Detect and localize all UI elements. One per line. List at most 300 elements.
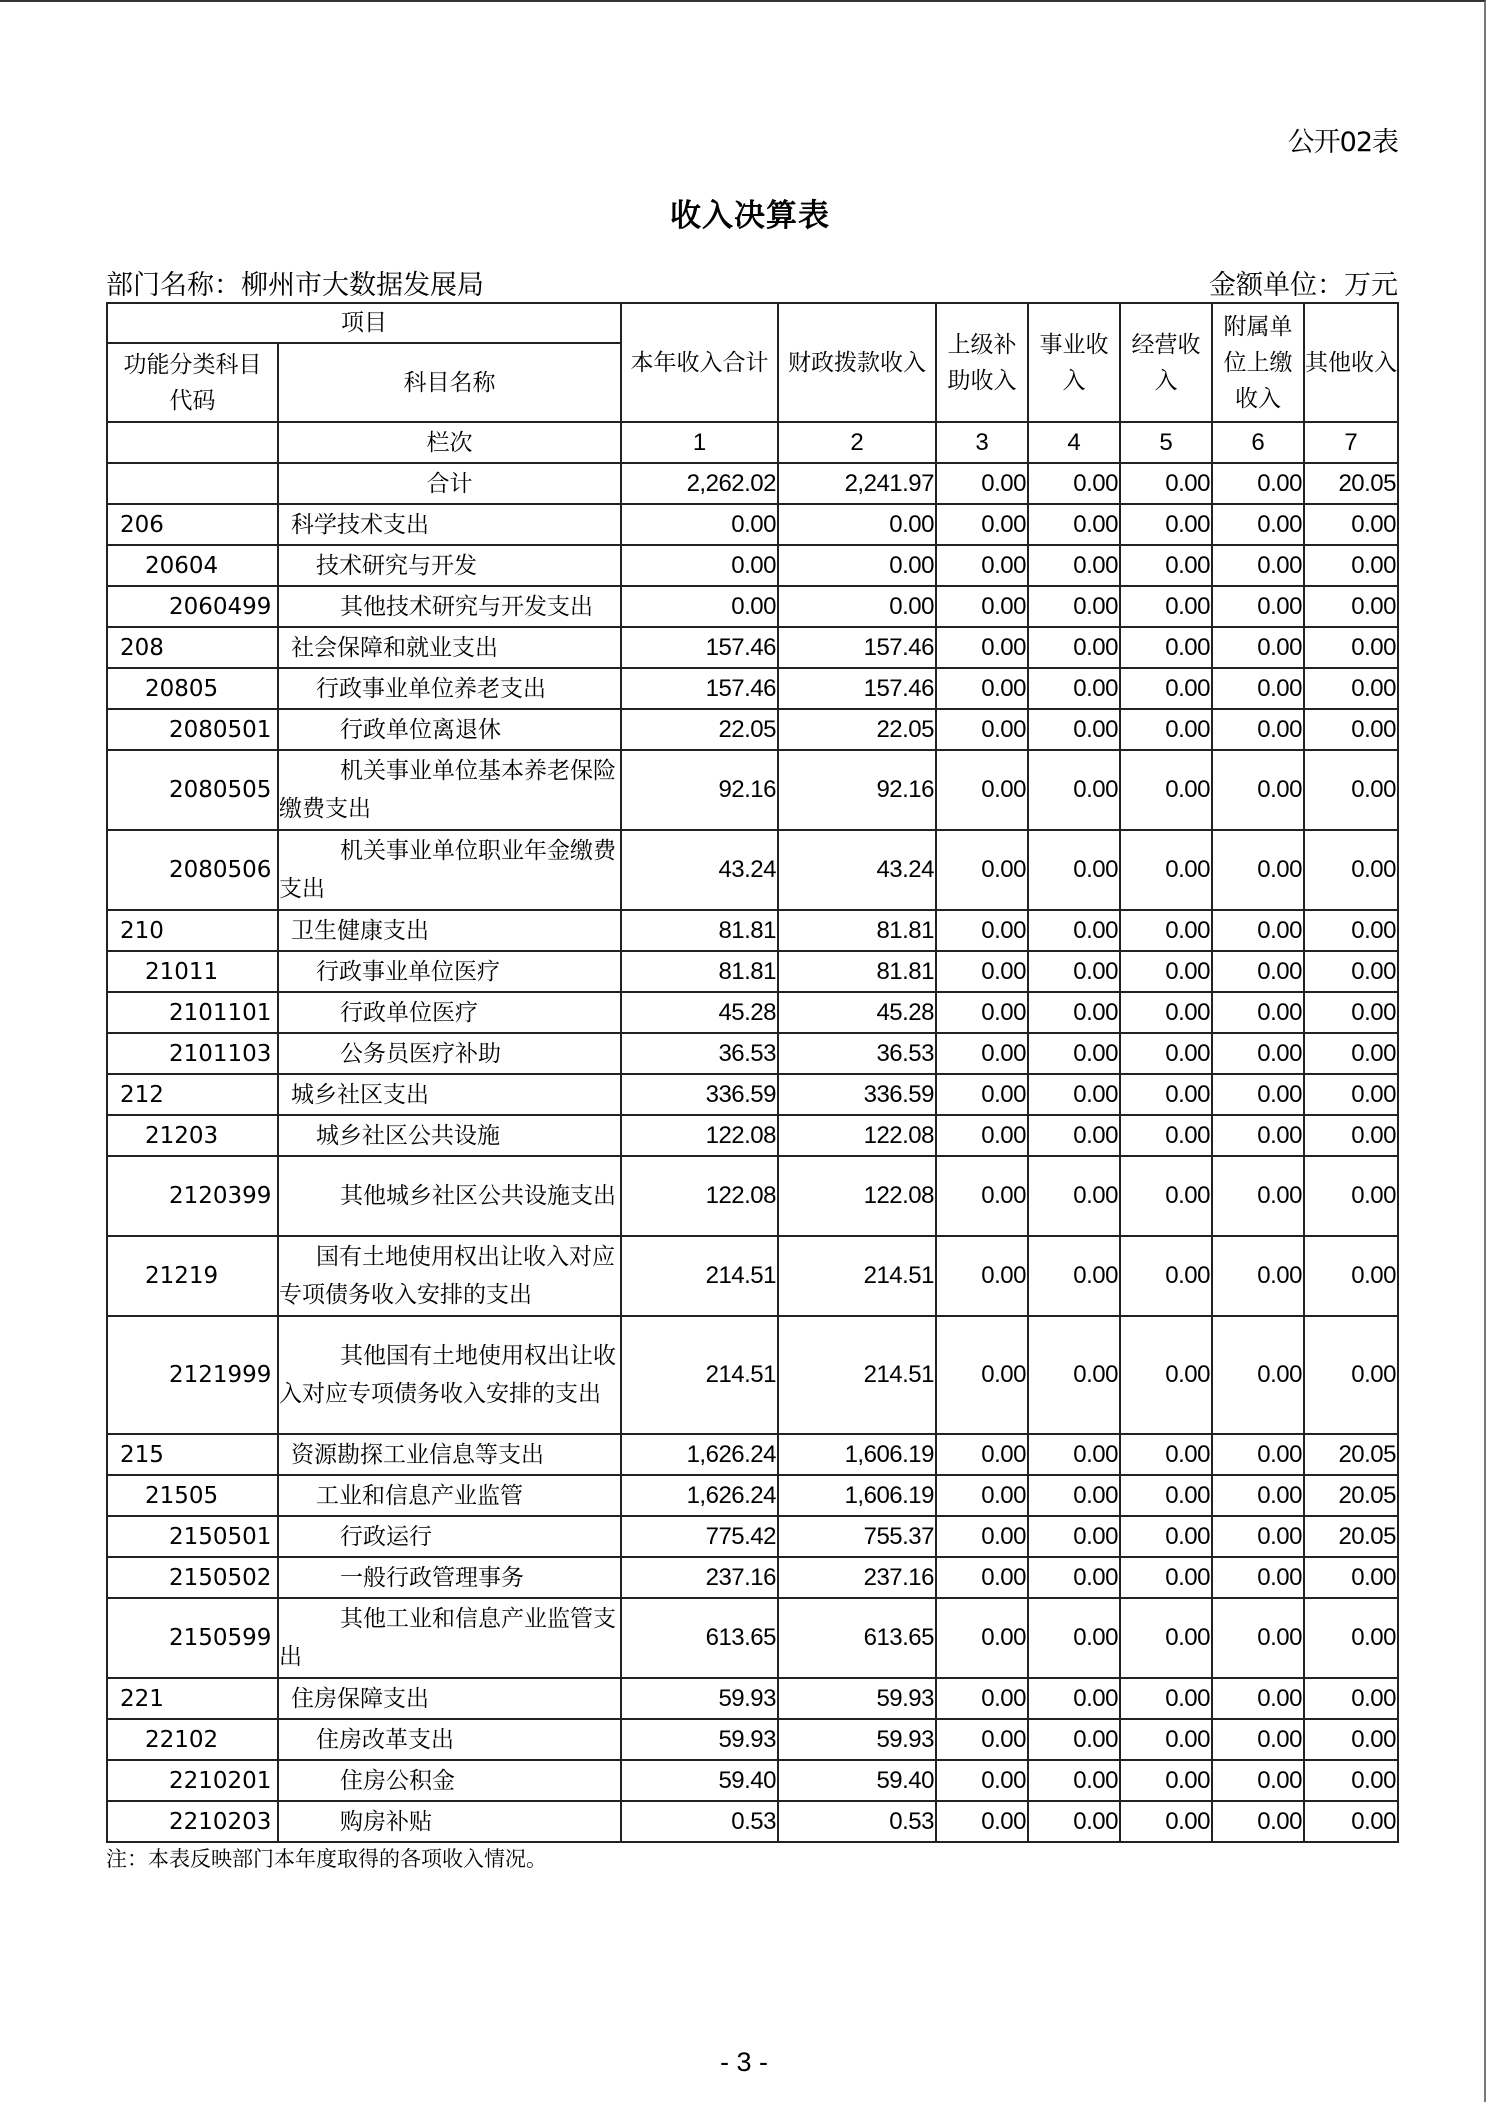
amount-col-5: 0.00	[1120, 463, 1212, 504]
amount-col-3: 0.00	[936, 1475, 1028, 1516]
amount-col-2: 43.24	[778, 830, 936, 910]
table-row	[107, 1074, 1398, 1115]
amount-col-4: 0.00	[1028, 1236, 1120, 1316]
subject-name: 其他国有土地使用权出让收入对应专项债务收入安排的支出	[278, 1316, 621, 1434]
subject-code: 2150599	[107, 1598, 278, 1678]
amount-col-5: 0.00	[1120, 586, 1212, 627]
amount-col-2: 81.81	[778, 910, 936, 951]
amount-col-7: 0.00	[1304, 668, 1398, 709]
amount-col-2: 0.00	[778, 545, 936, 586]
subject-code: 2150502	[107, 1557, 278, 1598]
amount-col-6: 0.00	[1212, 463, 1304, 504]
amount-col-6: 0.00	[1212, 1719, 1304, 1760]
amount-col-7: 0.00	[1304, 545, 1398, 586]
page-number: - 3 -	[719, 2047, 768, 2077]
amount-col-5: 0.00	[1120, 992, 1212, 1033]
table-row	[107, 1434, 1398, 1475]
amount-col-4: 0.00	[1028, 1074, 1120, 1115]
total-row	[107, 463, 1398, 504]
header-code: 功能分类科目代码	[107, 343, 278, 422]
subject-code: 2120399	[107, 1156, 278, 1236]
amount-col-7: 0.00	[1304, 627, 1398, 668]
amount-col-4: 0.00	[1028, 1156, 1120, 1236]
amount-col-4: 0.00	[1028, 627, 1120, 668]
amount-col-3: 0.00	[936, 504, 1028, 545]
subject-name: 合计	[278, 463, 621, 504]
subject-name: 工业和信息产业监管	[278, 1475, 621, 1516]
amount-col-3: 0.00	[936, 992, 1028, 1033]
table-row	[107, 1516, 1398, 1557]
subject-code: 2080501	[107, 709, 278, 750]
amount-col-6: 0.00	[1212, 992, 1304, 1033]
amount-col-7: 0.00	[1304, 992, 1398, 1033]
amount-col-4: 0.00	[1028, 1115, 1120, 1156]
amount-col-2: 214.51	[778, 1316, 936, 1434]
amount-col-2: 36.53	[778, 1033, 936, 1074]
amount-col-4: 0.00	[1028, 504, 1120, 545]
table-row	[107, 910, 1398, 951]
column-index-5: 5	[1120, 422, 1212, 463]
header-project: 项目	[107, 303, 621, 343]
amount-col-6: 0.00	[1212, 1598, 1304, 1678]
amount-col-4: 0.00	[1028, 586, 1120, 627]
column-index-1: 1	[621, 422, 778, 463]
amount-col-7: 20.05	[1304, 1434, 1398, 1475]
subject-name: 购房补贴	[278, 1801, 621, 1842]
amount-col-3: 0.00	[936, 1316, 1028, 1434]
subject-name: 住房保障支出	[278, 1678, 621, 1719]
amount-col-3: 0.00	[936, 463, 1028, 504]
subject-code: 2080506	[107, 830, 278, 910]
header-col-1: 本年收入合计	[621, 303, 778, 422]
amount-col-2: 1,606.19	[778, 1475, 936, 1516]
amount-col-1: 0.00	[621, 504, 778, 545]
amount-col-2: 214.51	[778, 1236, 936, 1316]
amount-col-6: 0.00	[1212, 910, 1304, 951]
subject-code: 2210203	[107, 1801, 278, 1842]
amount-col-3: 0.00	[936, 1236, 1028, 1316]
table-row	[107, 830, 1398, 910]
table-row	[107, 1557, 1398, 1598]
subject-name: 住房改革支出	[278, 1719, 621, 1760]
amount-col-6: 0.00	[1212, 545, 1304, 586]
amount-col-2: 22.05	[778, 709, 936, 750]
amount-col-2: 613.65	[778, 1598, 936, 1678]
subject-name: 社会保障和就业支出	[278, 627, 621, 668]
amount-col-6: 0.00	[1212, 1557, 1304, 1598]
table-row	[107, 586, 1398, 627]
amount-col-2: 1,606.19	[778, 1434, 936, 1475]
amount-col-3: 0.00	[936, 910, 1028, 951]
table-row	[107, 1033, 1398, 1074]
amount-col-2: 0.00	[778, 586, 936, 627]
amount-col-1: 43.24	[621, 830, 778, 910]
subject-name: 城乡社区支出	[278, 1074, 621, 1115]
amount-col-7: 0.00	[1304, 951, 1398, 992]
amount-col-4: 0.00	[1028, 1760, 1120, 1801]
subject-name: 其他技术研究与开发支出	[278, 586, 621, 627]
income-final-accounts-table	[106, 302, 1399, 1843]
header-col-3: 上级补助收入	[936, 303, 1028, 422]
amount-col-1: 1,626.24	[621, 1434, 778, 1475]
header-col-5: 经营收入	[1120, 303, 1212, 422]
amount-col-7: 0.00	[1304, 1598, 1398, 1678]
header-col-2: 财政拨款收入	[778, 303, 936, 422]
amount-col-3: 0.00	[936, 668, 1028, 709]
amount-col-4: 0.00	[1028, 1516, 1120, 1557]
amount-col-3: 0.00	[936, 1033, 1028, 1074]
amount-col-7: 0.00	[1304, 709, 1398, 750]
header-col-6: 附属单位上缴收入	[1212, 303, 1304, 422]
subject-name: 机关事业单位基本养老保险缴费支出	[278, 750, 621, 830]
amount-col-7: 0.00	[1304, 1156, 1398, 1236]
amount-col-7: 0.00	[1304, 1236, 1398, 1316]
amount-col-2: 2,241.97	[778, 463, 936, 504]
table-row	[107, 668, 1398, 709]
report-title: 收入决算表	[670, 198, 830, 234]
amount-col-5: 0.00	[1120, 709, 1212, 750]
amount-col-1: 59.40	[621, 1760, 778, 1801]
subject-code: 21011	[107, 951, 278, 992]
amount-col-6: 0.00	[1212, 1074, 1304, 1115]
amount-col-5: 0.00	[1120, 1760, 1212, 1801]
amount-col-5: 0.00	[1120, 1236, 1212, 1316]
amount-col-5: 0.00	[1120, 1801, 1212, 1842]
amount-col-3: 0.00	[936, 586, 1028, 627]
amount-col-3: 0.00	[936, 709, 1028, 750]
amount-col-3: 0.00	[936, 627, 1028, 668]
header-col-4: 事业收入	[1028, 303, 1120, 422]
amount-col-1: 81.81	[621, 910, 778, 951]
amount-col-7: 0.00	[1304, 750, 1398, 830]
amount-col-5: 0.00	[1120, 1516, 1212, 1557]
subject-code: 212	[107, 1074, 278, 1115]
amount-col-7: 0.00	[1304, 1801, 1398, 1842]
subject-name: 行政单位医疗	[278, 992, 621, 1033]
amount-col-2: 45.28	[778, 992, 936, 1033]
column-index-row	[107, 422, 1398, 463]
amount-col-2: 237.16	[778, 1557, 936, 1598]
column-index-4: 4	[1028, 422, 1120, 463]
subject-name: 城乡社区公共设施	[278, 1115, 621, 1156]
table-row	[107, 992, 1398, 1033]
table-row	[107, 504, 1398, 545]
table-row	[107, 1760, 1398, 1801]
amount-col-7: 0.00	[1304, 830, 1398, 910]
amount-col-4: 0.00	[1028, 1475, 1120, 1516]
amount-col-1: 22.05	[621, 709, 778, 750]
amount-col-1: 122.08	[621, 1156, 778, 1236]
header-col-7: 其他收入	[1304, 303, 1398, 422]
amount-col-4: 0.00	[1028, 1598, 1120, 1678]
subject-code: 20805	[107, 668, 278, 709]
amount-col-4: 0.00	[1028, 1678, 1120, 1719]
amount-col-3: 0.00	[936, 1598, 1028, 1678]
amount-col-1: 214.51	[621, 1316, 778, 1434]
amount-col-3: 0.00	[936, 1516, 1028, 1557]
subject-name: 机关事业单位职业年金缴费支出	[278, 830, 621, 910]
subject-code: 21219	[107, 1236, 278, 1316]
subject-code: 2080505	[107, 750, 278, 830]
subject-code: 206	[107, 504, 278, 545]
amount-col-1: 122.08	[621, 1115, 778, 1156]
amount-col-5: 0.00	[1120, 1557, 1212, 1598]
subject-code	[107, 463, 278, 504]
amount-col-3: 0.00	[936, 1074, 1028, 1115]
amount-col-2: 122.08	[778, 1115, 936, 1156]
amount-col-6: 0.00	[1212, 830, 1304, 910]
amount-col-4: 0.00	[1028, 750, 1120, 830]
amount-col-7: 20.05	[1304, 1475, 1398, 1516]
amount-col-5: 0.00	[1120, 1475, 1212, 1516]
column-index-label: 栏次	[278, 422, 621, 463]
amount-col-7: 0.00	[1304, 1760, 1398, 1801]
amount-col-7: 0.00	[1304, 910, 1398, 951]
amount-col-1: 336.59	[621, 1074, 778, 1115]
amount-col-5: 0.00	[1120, 1074, 1212, 1115]
amount-col-2: 92.16	[778, 750, 936, 830]
amount-col-7: 20.05	[1304, 463, 1398, 504]
form-code: 公开02表	[1287, 127, 1398, 158]
amount-col-4: 0.00	[1028, 1434, 1120, 1475]
column-index-7: 7	[1304, 422, 1398, 463]
amount-col-1: 775.42	[621, 1516, 778, 1557]
subject-code: 2101101	[107, 992, 278, 1033]
subject-name: 其他城乡社区公共设施支出	[278, 1156, 621, 1236]
amount-col-6: 0.00	[1212, 1156, 1304, 1236]
amount-col-3: 0.00	[936, 1719, 1028, 1760]
subject-code: 2150501	[107, 1516, 278, 1557]
amount-col-4: 0.00	[1028, 1719, 1120, 1760]
amount-col-4: 0.00	[1028, 992, 1120, 1033]
subject-code: 221	[107, 1678, 278, 1719]
table-row	[107, 1475, 1398, 1516]
amount-col-5: 0.00	[1120, 1598, 1212, 1678]
amount-col-6: 0.00	[1212, 1115, 1304, 1156]
subject-name: 一般行政管理事务	[278, 1557, 621, 1598]
table-row	[107, 1316, 1398, 1434]
amount-col-3: 0.00	[936, 1801, 1028, 1842]
amount-col-5: 0.00	[1120, 910, 1212, 951]
amount-col-1: 0.53	[621, 1801, 778, 1842]
amount-col-3: 0.00	[936, 1760, 1028, 1801]
table-row	[107, 750, 1398, 830]
amount-col-1: 45.28	[621, 992, 778, 1033]
subject-name: 其他工业和信息产业监管支出	[278, 1598, 621, 1678]
amount-col-4: 0.00	[1028, 951, 1120, 992]
amount-col-4: 0.00	[1028, 1557, 1120, 1598]
amount-col-1: 157.46	[621, 627, 778, 668]
amount-col-6: 0.00	[1212, 1033, 1304, 1074]
amount-col-2: 59.93	[778, 1719, 936, 1760]
subject-code: 208	[107, 627, 278, 668]
amount-col-2: 157.46	[778, 668, 936, 709]
amount-col-4: 0.00	[1028, 910, 1120, 951]
amount-col-6: 0.00	[1212, 504, 1304, 545]
amount-col-1: 1,626.24	[621, 1475, 778, 1516]
table-row	[107, 1115, 1398, 1156]
amount-col-6: 0.00	[1212, 750, 1304, 830]
table-row	[107, 545, 1398, 586]
subject-code: 22102	[107, 1719, 278, 1760]
column-index-code-cell	[107, 422, 278, 463]
amount-col-5: 0.00	[1120, 1156, 1212, 1236]
amount-col-3: 0.00	[936, 951, 1028, 992]
amount-col-7: 0.00	[1304, 1557, 1398, 1598]
amount-col-7: 0.00	[1304, 1115, 1398, 1156]
amount-col-1: 0.00	[621, 586, 778, 627]
amount-col-3: 0.00	[936, 1434, 1028, 1475]
amount-col-5: 0.00	[1120, 1316, 1212, 1434]
table-row	[107, 627, 1398, 668]
amount-col-7: 0.00	[1304, 504, 1398, 545]
amount-col-3: 0.00	[936, 830, 1028, 910]
amount-col-5: 0.00	[1120, 545, 1212, 586]
amount-col-1: 59.93	[621, 1678, 778, 1719]
table-note: 注：本表反映部门本年度取得的各项收入情况。	[106, 1847, 547, 1871]
amount-col-6: 0.00	[1212, 627, 1304, 668]
subject-code: 20604	[107, 545, 278, 586]
amount-col-6: 0.00	[1212, 1760, 1304, 1801]
amount-col-1: 36.53	[621, 1033, 778, 1074]
amount-col-3: 0.00	[936, 1557, 1028, 1598]
amount-col-2: 0.53	[778, 1801, 936, 1842]
amount-col-1: 613.65	[621, 1598, 778, 1678]
subject-name: 行政单位离退休	[278, 709, 621, 750]
amount-col-6: 0.00	[1212, 1316, 1304, 1434]
amount-col-2: 0.00	[778, 504, 936, 545]
amount-col-5: 0.00	[1120, 830, 1212, 910]
amount-col-5: 0.00	[1120, 1434, 1212, 1475]
header-name: 科目名称	[278, 343, 621, 422]
subject-code: 2060499	[107, 586, 278, 627]
amount-col-7: 0.00	[1304, 1074, 1398, 1115]
amount-col-1: 2,262.02	[621, 463, 778, 504]
subject-code: 2101103	[107, 1033, 278, 1074]
amount-col-5: 0.00	[1120, 1033, 1212, 1074]
table-row	[107, 1236, 1398, 1316]
amount-col-1: 237.16	[621, 1557, 778, 1598]
amount-col-5: 0.00	[1120, 1719, 1212, 1760]
amount-col-4: 0.00	[1028, 1801, 1120, 1842]
table-header	[107, 303, 1398, 463]
amount-col-6: 0.00	[1212, 1434, 1304, 1475]
amount-col-1: 0.00	[621, 545, 778, 586]
amount-col-4: 0.00	[1028, 668, 1120, 709]
amount-col-6: 0.00	[1212, 1475, 1304, 1516]
amount-col-2: 59.40	[778, 1760, 936, 1801]
subject-code: 2210201	[107, 1760, 278, 1801]
amount-col-3: 0.00	[936, 1678, 1028, 1719]
table-row	[107, 1598, 1398, 1678]
amount-col-6: 0.00	[1212, 951, 1304, 992]
amount-col-1: 157.46	[621, 668, 778, 709]
amount-col-7: 0.00	[1304, 1316, 1398, 1434]
subject-name: 资源勘探工业信息等支出	[278, 1434, 621, 1475]
column-index-2: 2	[778, 422, 936, 463]
amount-col-4: 0.00	[1028, 1033, 1120, 1074]
amount-col-1: 92.16	[621, 750, 778, 830]
subject-name: 行政事业单位养老支出	[278, 668, 621, 709]
amount-col-2: 336.59	[778, 1074, 936, 1115]
amount-col-5: 0.00	[1120, 668, 1212, 709]
amount-col-7: 0.00	[1304, 586, 1398, 627]
amount-col-6: 0.00	[1212, 668, 1304, 709]
amount-col-6: 0.00	[1212, 1236, 1304, 1316]
amount-col-4: 0.00	[1028, 463, 1120, 504]
header-row-group	[107, 303, 1398, 343]
amount-col-2: 81.81	[778, 951, 936, 992]
amount-col-3: 0.00	[936, 750, 1028, 830]
department-name: 部门名称：柳州市大数据发展局	[106, 270, 484, 301]
amount-col-6: 0.00	[1212, 1516, 1304, 1557]
amount-col-3: 0.00	[936, 1115, 1028, 1156]
amount-col-2: 157.46	[778, 627, 936, 668]
amount-col-5: 0.00	[1120, 951, 1212, 992]
amount-col-1: 214.51	[621, 1236, 778, 1316]
column-index-3: 3	[936, 422, 1028, 463]
amount-col-5: 0.00	[1120, 750, 1212, 830]
table-row	[107, 1678, 1398, 1719]
amount-col-3: 0.00	[936, 1156, 1028, 1236]
subject-name: 科学技术支出	[278, 504, 621, 545]
amount-col-5: 0.00	[1120, 504, 1212, 545]
amount-col-7: 0.00	[1304, 1678, 1398, 1719]
subject-name: 行政运行	[278, 1516, 621, 1557]
table-row	[107, 1156, 1398, 1236]
amount-col-6: 0.00	[1212, 586, 1304, 627]
amount-col-4: 0.00	[1028, 830, 1120, 910]
subject-name: 行政事业单位医疗	[278, 951, 621, 992]
table-row	[107, 709, 1398, 750]
subject-name: 卫生健康支出	[278, 910, 621, 951]
amount-col-5: 0.00	[1120, 1678, 1212, 1719]
subject-code: 215	[107, 1434, 278, 1475]
amount-col-5: 0.00	[1120, 627, 1212, 668]
column-index-6: 6	[1212, 422, 1304, 463]
table-body	[107, 463, 1398, 1842]
amount-col-5: 0.00	[1120, 1115, 1212, 1156]
subject-name: 公务员医疗补助	[278, 1033, 621, 1074]
amount-col-7: 0.00	[1304, 1033, 1398, 1074]
subject-code: 2121999	[107, 1316, 278, 1434]
amount-col-2: 755.37	[778, 1516, 936, 1557]
amount-col-1: 81.81	[621, 951, 778, 992]
amount-col-4: 0.00	[1028, 709, 1120, 750]
amount-col-3: 0.00	[936, 545, 1028, 586]
amount-col-7: 20.05	[1304, 1516, 1398, 1557]
amount-col-6: 0.00	[1212, 1801, 1304, 1842]
table-row	[107, 951, 1398, 992]
subject-name: 技术研究与开发	[278, 545, 621, 586]
subject-code: 210	[107, 910, 278, 951]
subject-name: 住房公积金	[278, 1760, 621, 1801]
subject-code: 21203	[107, 1115, 278, 1156]
subject-name: 国有土地使用权出让收入对应专项债务收入安排的支出	[278, 1236, 621, 1316]
amount-col-4: 0.00	[1028, 545, 1120, 586]
amount-col-2: 122.08	[778, 1156, 936, 1236]
table-row	[107, 1801, 1398, 1842]
amount-col-1: 59.93	[621, 1719, 778, 1760]
amount-col-7: 0.00	[1304, 1719, 1398, 1760]
table-row	[107, 1719, 1398, 1760]
amount-unit: 金额单位：万元	[1209, 270, 1398, 301]
subject-code: 21505	[107, 1475, 278, 1516]
amount-col-6: 0.00	[1212, 709, 1304, 750]
amount-col-6: 0.00	[1212, 1678, 1304, 1719]
amount-col-4: 0.00	[1028, 1316, 1120, 1434]
amount-col-2: 59.93	[778, 1678, 936, 1719]
